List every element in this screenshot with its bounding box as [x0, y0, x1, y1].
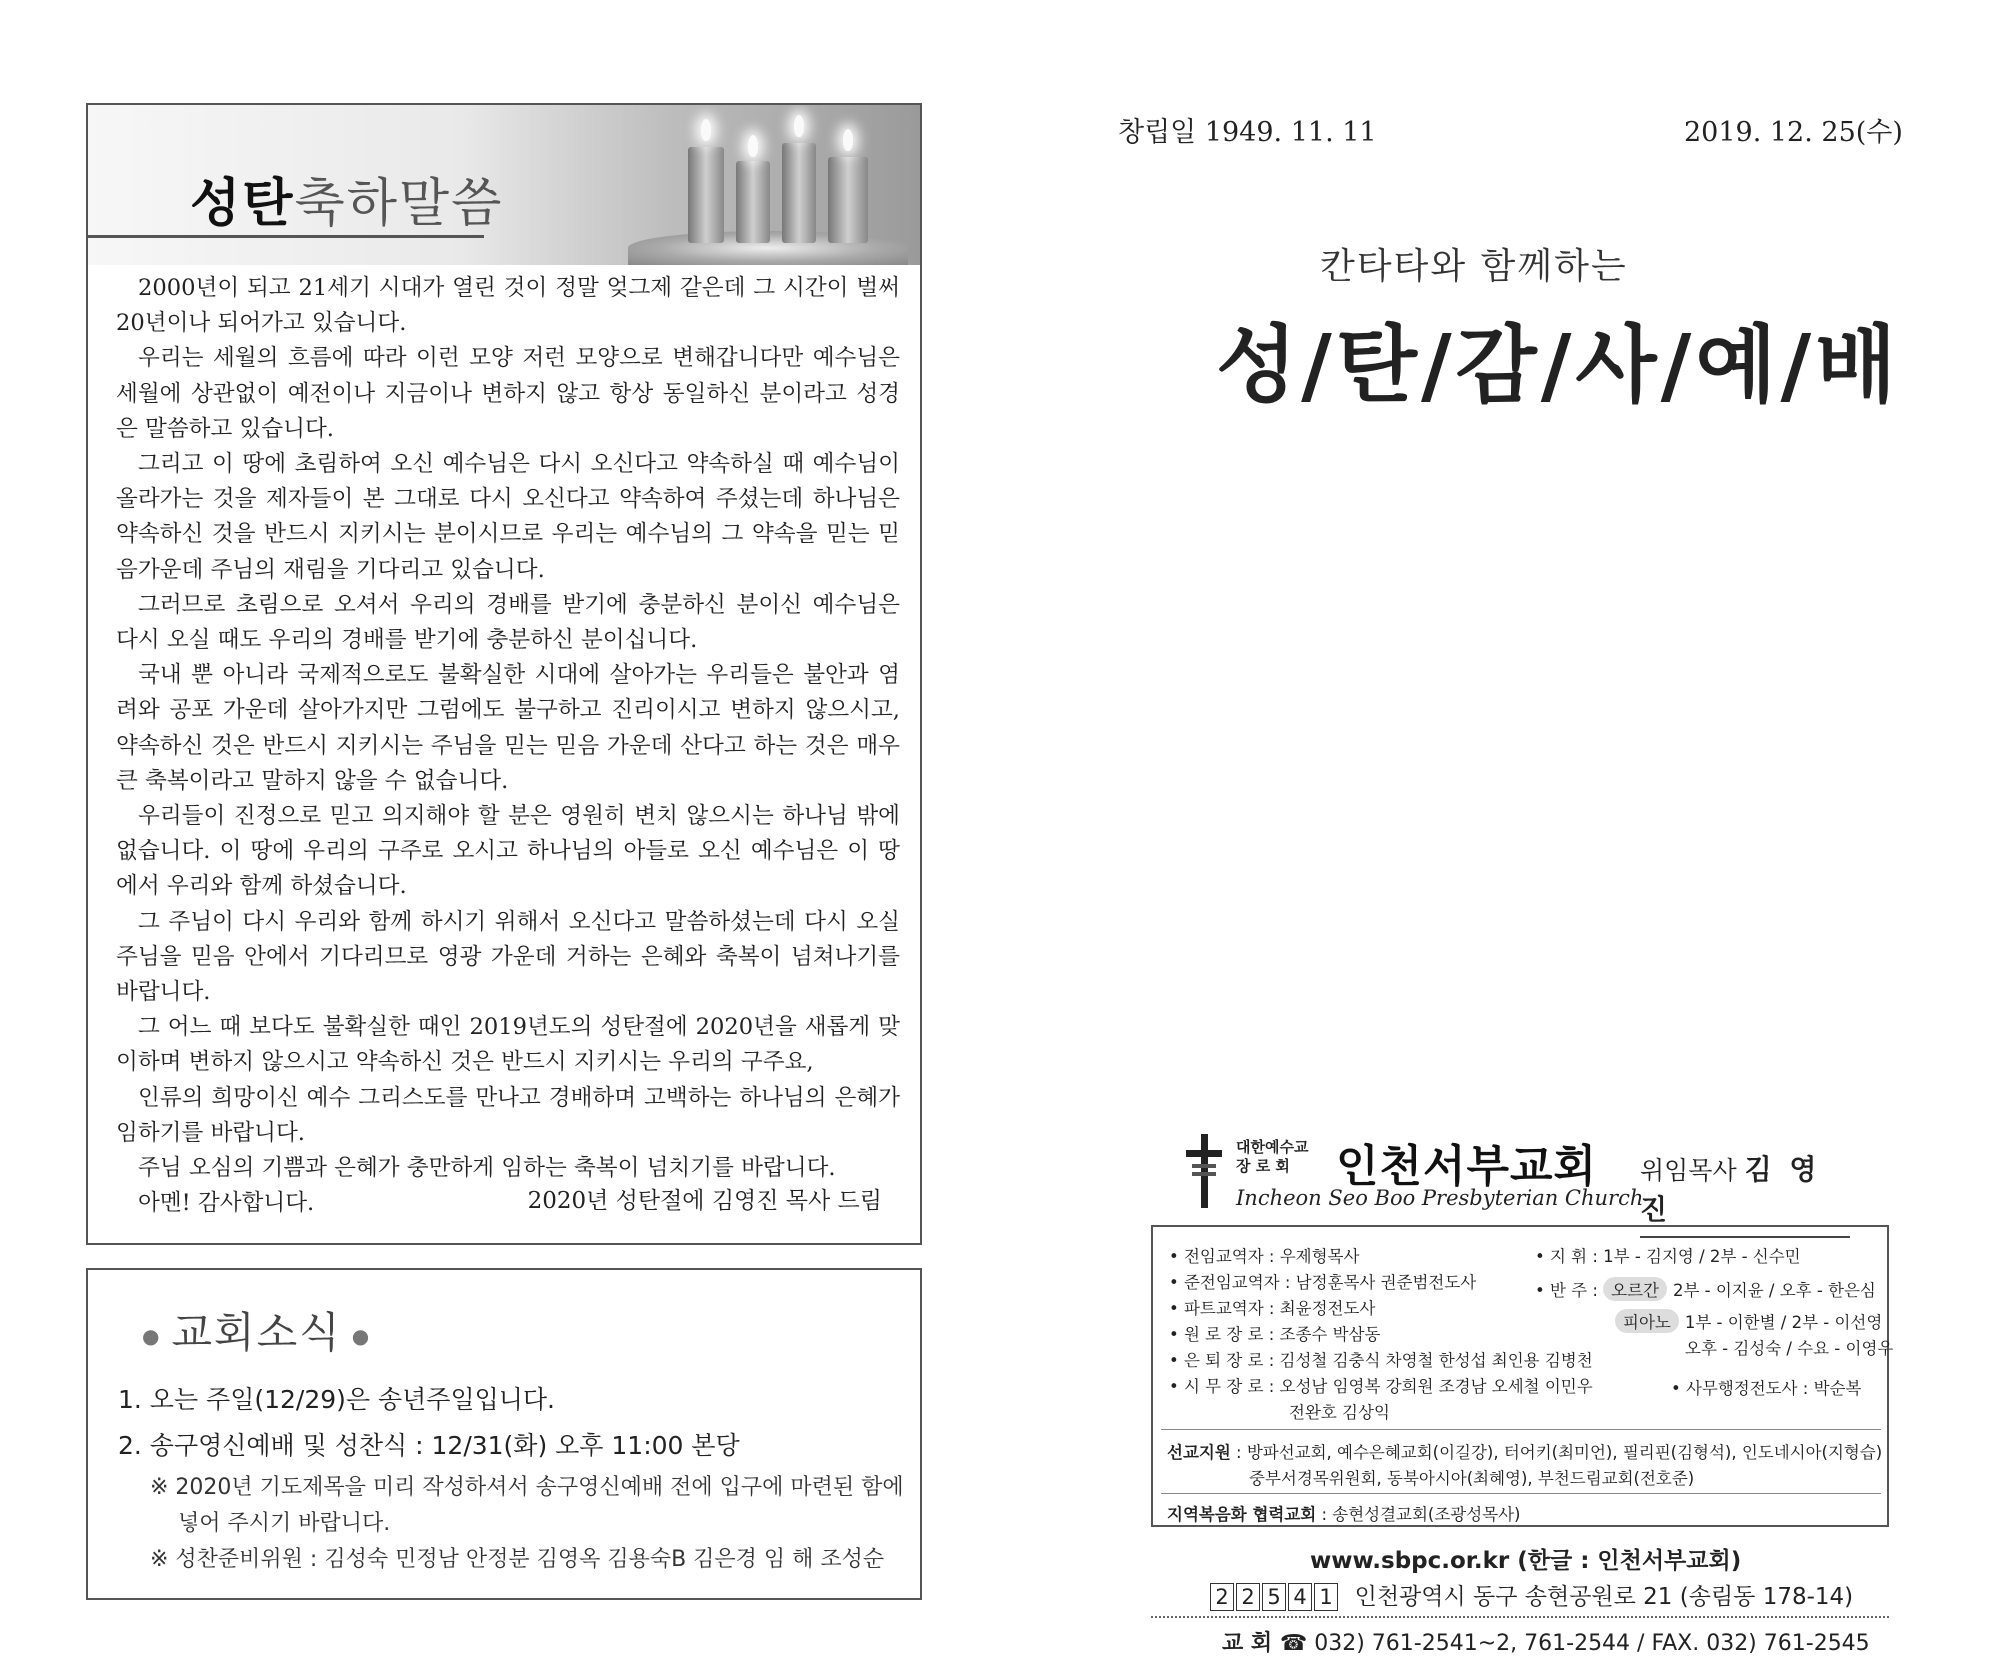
staff-line: • 전임교역자 : 우제형목사 [1169, 1247, 1360, 1266]
website-link[interactable]: www.sbpc.or.kr (한글 : 인천서부교회) [1310, 1548, 1742, 1574]
message-paragraph: 그 주님이 다시 우리와 함께 하시기 위해서 오신다고 말씀하셨는데 다시 오실 주님을 믿음 안에서 기다리므로 영광 가운데 거하는 은혜와 축복이 넘쳐나기를 바랍니다. [116, 908, 900, 1006]
zip-code: 2 2 5 4 1 [1210, 1584, 1340, 1610]
service-subtitle: 칸타타와 함께하는 [1320, 246, 1628, 287]
message-paragraph: 2000년이 되고 21세기 시대가 열린 것이 정말 엊그제 같은데 그 시간이 벌써 20년이나 되어가고 있습니다. [116, 275, 900, 337]
staff-line: 전완호 김상익 [1289, 1403, 1390, 1422]
candle-icon [736, 161, 770, 243]
church-news-box [86, 1268, 922, 1600]
message-paragraph: 그 어느 때 보다도 불확실한 때인 2019년도의 성탄절에 2020년을 새롭게 맞이하며 변하지 않으시고 약속하신 것은 반드시 지키시는 우리의 구주요, [116, 1014, 900, 1076]
piano-tag: 피아노 [1615, 1309, 1679, 1333]
message-paragraph: 인류의 희망이신 예수 그리스도를 만나고 경배하며 고백하는 하나님의 은혜가 임하기를 바랍니다. [116, 1084, 900, 1146]
mission-line: 선교지원 : 방파선교회, 예수은혜교회(이길강), 터어키(최미언), 필리핀(김형석), 인도네시아(지형습) [1167, 1443, 1883, 1462]
news-note: ※ 2020년 기도제목을 미리 작성하셔서 송구영신예배 전에 입구에 마련된 함에 [150, 1475, 904, 1500]
news-item: 2. 송구영신예배 및 성찬식 : 12/31(화) 오후 11:00 본당 [118, 1431, 740, 1460]
flame-icon [794, 115, 804, 137]
church-name: 인천서부교회 [1336, 1141, 1598, 1192]
staff-line: 오후 - 김성숙 / 수요 - 이영우 [1685, 1339, 1894, 1358]
staff-line: • 반 주 : 오르간 2부 - 이지윤 / 오후 - 한은심 [1535, 1277, 1876, 1301]
message-body [116, 271, 900, 1221]
flame-icon [843, 129, 853, 151]
staff-info-box [1151, 1225, 1894, 1527]
message-paragraph: 주님 오심의 기쁨과 은혜가 충만하게 임하는 축복이 넘치기를 바랍니다. [138, 1155, 836, 1182]
founded-date: 창립일 1949. 11. 11 [1118, 117, 1377, 148]
staff-line: • 시 무 장 로 : 오성남 임영복 강희원 조경남 오세철 이민우 [1169, 1377, 1593, 1396]
message-signature: 2020년 성탄절에 김영진 목사 드림 [527, 1188, 882, 1214]
news-note: ※ 성찬준비위원 : 김성숙 민정남 안정분 김영옥 김용숙B 김은경 임 해 조성순 [150, 1547, 885, 1572]
candle-icon [828, 157, 868, 243]
message-title: 성탄축하말씀 [190, 174, 504, 234]
staff-line: • 준전임교역자 : 남정훈목사 권준범전도사 [1169, 1273, 1477, 1292]
staff-line: 피아노 1부 - 이한별 / 2부 - 이선영 [1615, 1309, 1882, 1333]
address-line: 2 2 5 4 1 인천광역시 동구 송현공원로 21 (송림동 178-14) [1210, 1578, 1853, 1611]
christmas-message-box [86, 103, 922, 1245]
senior-pastor: 위임목사 김 영 진 [1640, 1148, 1850, 1238]
title-underline [88, 235, 484, 238]
flame-icon [701, 119, 711, 141]
message-paragraph: 우리들이 진정으로 믿고 의지해야 할 분은 영원히 변치 않으시는 하나님 밖에 없습니다. 이 땅에 우리의 구주로 오시고 하나님의 아들로 오신 예수님은 이 땅에서 우리와 함께 하셨습니다. [116, 803, 900, 900]
cross-logo-icon [1184, 1134, 1224, 1208]
bullet-dot-icon: ● [142, 1323, 162, 1348]
message-paragraph: 그러므로 초림으로 오셔서 우리의 경배를 받기에 충분하신 분이신 예수님은 다시 오실 때도 우리의 경배를 받기에 충분하신 분이십니다. [116, 591, 900, 654]
candle-icon [688, 147, 724, 243]
message-paragraph: 우리는 세월의 흐름에 따라 이런 모양 저런 모양으로 변해갑니다만 예수님은 세월에 상관없이 예전이나 지금이나 변하지 않고 항상 동일하신 분이라고 성경은 말씀하고 있습니다. [116, 345, 900, 442]
partner-line: 지역복음화 협력교회 : 송현성결교회(조광성목사) [1167, 1505, 1521, 1524]
divider [1161, 1493, 1881, 1494]
bullet-dot-icon: ● [351, 1323, 372, 1348]
service-title: 성/탄/감/사/예/배 [1216, 316, 1901, 414]
staff-line: • 원 로 장 로 : 조종수 박삼동 [1169, 1325, 1381, 1344]
divider [1161, 1429, 1881, 1430]
staff-line: • 지 휘 : 1부 - 김지영 / 2부 - 신수민 [1535, 1247, 1801, 1266]
staff-line: • 사무행정전도사 : 박순복 [1671, 1379, 1862, 1398]
phone-line: 교 회 ☎ 032) 761-2541~2, 761-2544 / FAX. 032) 761-2545 [1222, 1631, 1870, 1656]
bulletin-date: 2019. 12. 25(수) [1684, 117, 1903, 148]
staff-line: • 은 퇴 장 로 : 김성철 김충식 차영철 한성섭 최인용 김병천 [1169, 1351, 1593, 1370]
candle-icon [782, 143, 816, 243]
message-paragraph: 아멘! 감사합니다. [138, 1190, 315, 1217]
organ-tag: 오르간 [1603, 1277, 1667, 1301]
message-header-banner [88, 105, 920, 265]
news-item: 1. 오는 주일(12/29)은 송년주일입니다. [118, 1385, 555, 1414]
dotted-divider [1151, 1616, 1889, 1618]
news-note: 넣어 주시기 바랍니다. [178, 1511, 391, 1536]
message-paragraph: 국내 뿐 아니라 국제적으로도 불확실한 시대에 살아가는 우리들은 불안과 염려와 공포 가운데 살아가지만 그럼에도 불구하고 진리이시고 변하지 않으시고, 약속하신 것은 반드시 지키시는 주님을 믿는 믿음 가운데 산다고 하는 것은 매우 큰 축복이라고 말하지 않을 수 없습니다. [116, 662, 900, 794]
mission-line: 중부서경목위원회, 동북아시아(최혜영), 부천드림교회(전호준) [1249, 1469, 1695, 1488]
message-paragraph: 그리고 이 땅에 초림하여 오신 예수님은 다시 오신다고 약속하실 때 예수님이 올라가는 것을 제자들이 본 그대로 다시 오신다고 약속하여 주셨는데 하나님은 약속하신 것을 반드시 지키시는 분이시므로 우리는 예수님의 그 약속을 믿는 믿음가운데 주님의 재림을 기다리고 있습니다. [116, 451, 900, 583]
denomination-label: 대한예수교 장 로 회 [1236, 1138, 1309, 1175]
church-english-name: Incheon Seo Boo Presbyterian Church [1236, 1186, 1644, 1210]
flame-icon [748, 135, 758, 157]
staff-line: • 파트교역자 : 최윤정전도사 [1169, 1299, 1376, 1318]
news-title: ● 교회소식 ● [142, 1308, 372, 1357]
